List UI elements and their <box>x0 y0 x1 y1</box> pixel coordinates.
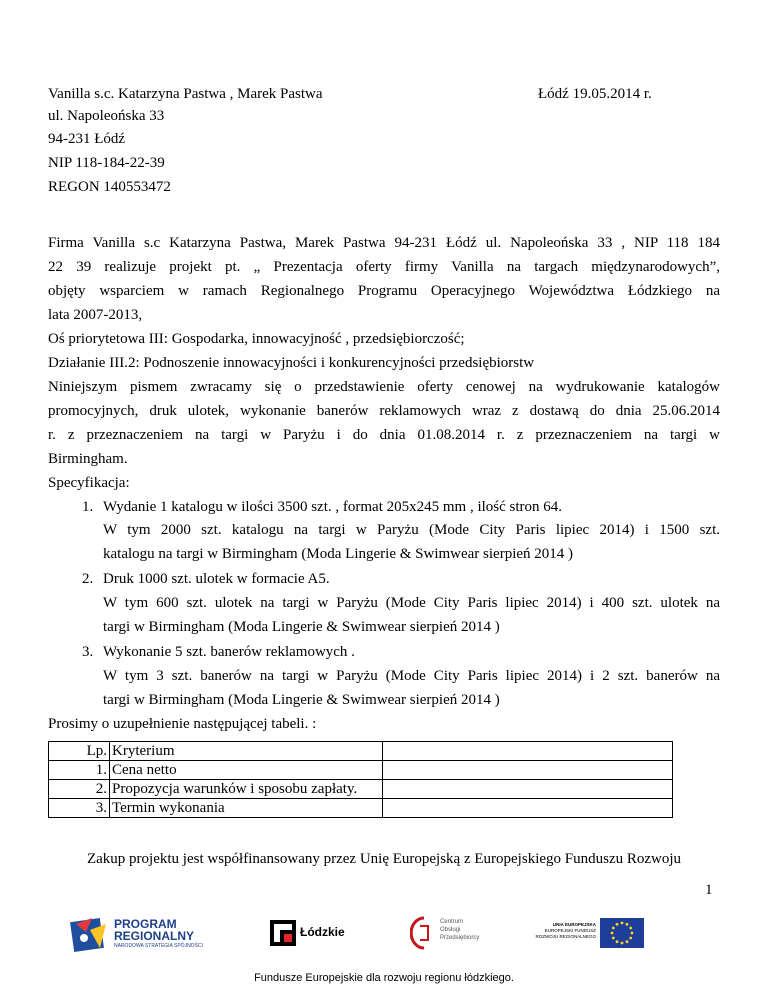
paragraph-2-line-4: Birmingham. <box>48 451 128 467</box>
eu-flag-icon <box>600 918 644 948</box>
table-cell-lp: 1. <box>49 761 110 780</box>
table-intro: Prosimy o uzupełnienie następującej tabeli. : <box>48 716 317 732</box>
table-row <box>49 742 673 761</box>
action-line: Działanie III.2: Podnoszenie innowacyjności i konkurencyjności przedsiębiorstw <box>48 355 535 371</box>
table-row <box>49 780 673 799</box>
spec-label: Specyfikacja: <box>48 475 130 491</box>
table-cell-criterion: Cena netto <box>110 761 383 780</box>
table-cell-answer[interactable] <box>383 799 673 818</box>
spec-item-detail: targi w Birmingham (Moda Lingerie & Swimwear sierpień 2014 ) <box>103 692 500 708</box>
sender-regon: REGON 140553472 <box>48 179 171 195</box>
spec-item-detail: targi w Birmingham (Moda Lingerie & Swimwear sierpień 2014 ) <box>103 619 500 635</box>
spec-item-detail: W tym 3 szt. banerów na targi w Paryżu (Mode City Paris lipiec 2014) i 2 szt. banerów na <box>103 668 720 684</box>
eu-label-line-2: EUROPEJSKI FUNDUSZ <box>544 928 596 933</box>
program-title-line-2: REGIONALNY <box>114 929 195 943</box>
program-regionalny-logo-icon <box>70 914 110 954</box>
funding-note: Zakup projektu jest współfinansowany przez Unię Europejską z Europejskiego Funduszu Rozwoju <box>86 851 682 867</box>
paragraph-2-line-3: r. z przeznaczeniem na targi w Paryżu i do dnia 01.08.2014 r. z przeznaczeniem na targi w <box>48 427 720 443</box>
eu-label-line-1: UNIA EUROPEJSKA <box>552 922 596 927</box>
table-row <box>49 761 673 780</box>
table-cell-answer[interactable] <box>383 742 673 761</box>
table-cell-criterion: Propozycja warunków i sposobu zapłaty. <box>110 780 383 799</box>
program-subtitle: NARODOWA STRATEGIA SPÓJNOŚCI <box>114 943 203 949</box>
table-cell-answer[interactable] <box>383 780 673 799</box>
cop-label-line-1: Centrum <box>440 919 464 925</box>
table-cell-criterion: Termin wykonania <box>110 799 383 818</box>
spec-item-title: Wykonanie 5 szt. banerów reklamowych . <box>103 644 355 660</box>
table-row <box>49 799 673 818</box>
table-cell-answer[interactable] <box>383 761 673 780</box>
spec-item-detail: katalogu na targi w Birmingham (Moda Lingerie & Swimwear sierpień 2014 ) <box>103 546 574 562</box>
paragraph-1-line-1: Firma Vanilla s.c Katarzyna Pastwa, Marek Pastwa 94-231 Łódź ul. Napoleońska 33 , NIP 118 184 <box>48 235 720 251</box>
lodzkie-label: Łódzkie <box>300 925 345 939</box>
spec-item-title: Wydanie 1 katalogu w ilości 3500 szt. , format 205x245 mm , ilość stron 64. <box>103 499 563 515</box>
letter-date: Łódź 19.05.2014 r. <box>538 86 652 102</box>
footer-logos <box>0 912 768 958</box>
spec-item-title: Druk 1000 szt. ulotek w formacie A5. <box>103 571 330 587</box>
paragraph-1-line-4: lata 2007-2013, <box>48 307 143 323</box>
program-title-line-1: PROGRAM <box>114 917 177 931</box>
sender-address: ul. Napoleońska 33 <box>48 108 165 124</box>
table-cell-lp: 2. <box>49 780 110 799</box>
page-number: 1 <box>705 882 713 898</box>
paragraph-2-line-2: promocyjnych, druk ulotek, wykonanie banerów reklamowych wraz z dostawą do dnia 25.06.2014 <box>48 403 720 419</box>
spec-item-detail: W tym 600 szt. ulotek na targi w Paryżu (Mode City Paris lipiec 2014) i 400 szt. ulotek na <box>103 595 720 611</box>
cop-logo-icon <box>410 916 438 950</box>
footer-text: Fundusze Europejskie dla rozwoju regionu łódzkiego. <box>254 972 514 984</box>
spec-item-number: 3. <box>82 644 94 660</box>
eu-label-line-3: ROZWOJU REGIONALNEGO <box>535 934 596 939</box>
paragraph-1-line-3: objęty wsparciem w ramach Regionalnego Programu Operacyjnego Województwa Łódzkiego na <box>48 283 720 299</box>
sender-company: Vanilla s.c. Katarzyna Pastwa , Marek Pastwa <box>48 86 323 102</box>
table-cell-lp: 3. <box>49 799 110 818</box>
spec-item-number: 2. <box>82 571 94 587</box>
sender-nip: NIP 118-184-22-39 <box>48 155 165 171</box>
criteria-table <box>48 741 673 818</box>
priority-axis: Oś priorytetowa III: Gospodarka, innowacyjność , przedsiębiorczość; <box>48 331 465 347</box>
spec-item-number: 1. <box>82 499 94 515</box>
spec-item-detail: W tym 2000 szt. katalogu na targi w Paryżu (Mode City Paris lipiec 2014) i 1500 szt. <box>103 522 720 538</box>
paragraph-1-line-2: 22 39 realizuje projekt pt. „ Prezentacja oferty firmy Vanilla na targach międzynarodowych”, <box>48 259 720 275</box>
sender-postal: 94-231 Łódź <box>48 131 126 147</box>
cop-label-line-3: Przedsiębiorcy <box>440 935 480 941</box>
lodzkie-logo-icon <box>270 920 296 946</box>
table-cell-lp: Lp. <box>49 742 110 761</box>
table-cell-criterion: Kryterium <box>110 742 383 761</box>
paragraph-2-line-1: Niniejszym pismem zwracamy się o przedstawienie oferty cenowej na wydrukowanie katalogów <box>48 379 720 395</box>
cop-label-line-2: Obsługi <box>440 927 461 933</box>
